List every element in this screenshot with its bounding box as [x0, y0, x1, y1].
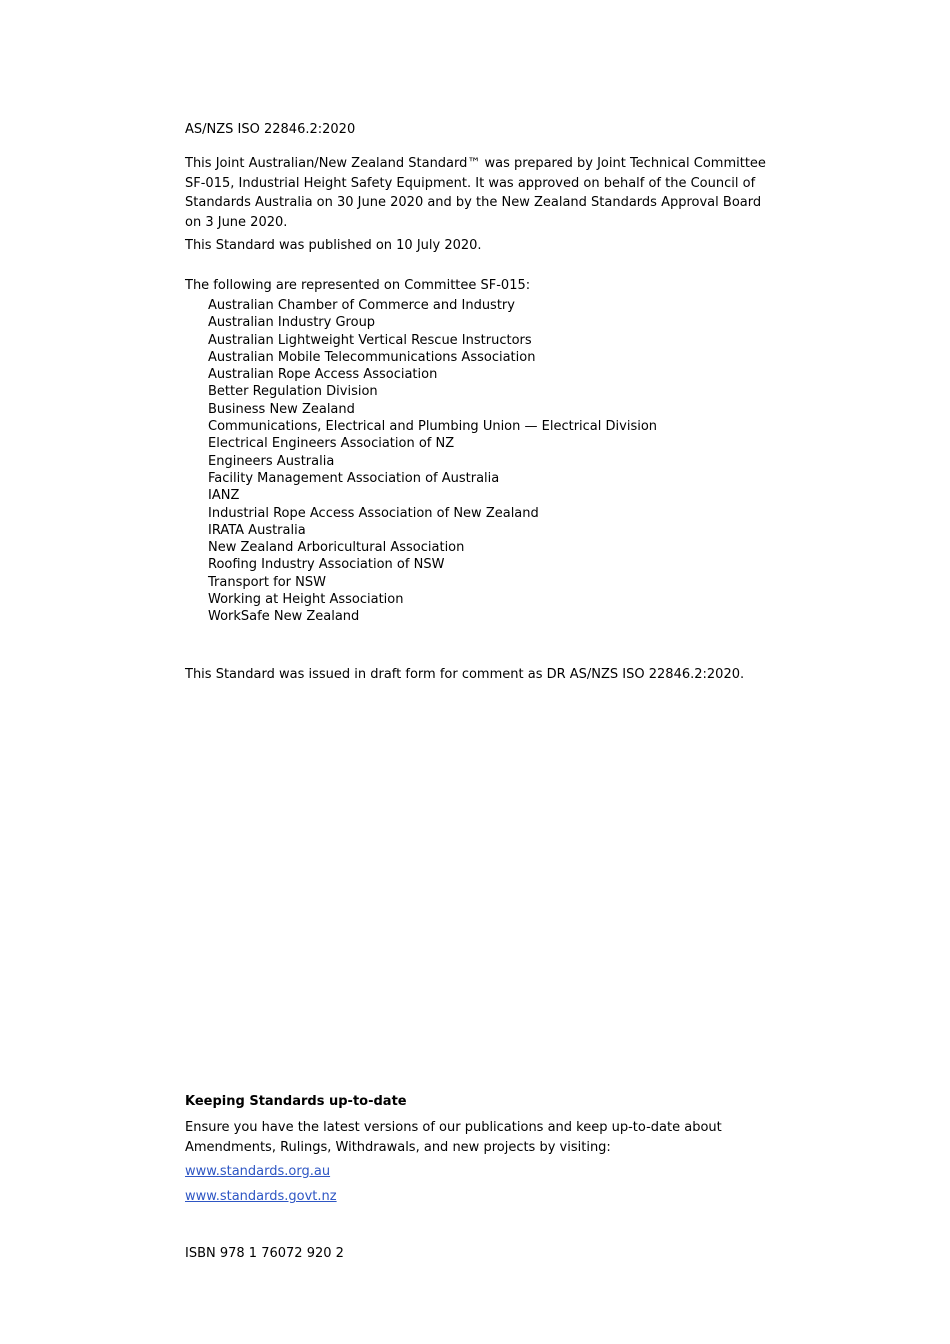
keeping-standards-heading: Keeping Standards up-to-date: [185, 1094, 407, 1109]
committee-member: New Zealand Arboricultural Association: [208, 540, 465, 556]
committee-intro: The following are represented on Committee SF-015:: [185, 278, 531, 293]
link-row: [185, 1188, 777, 1205]
committee-member: Business New Zealand: [208, 401, 355, 417]
committee-member: Working at Height Association: [208, 592, 404, 608]
committee-member-list: [185, 297, 777, 626]
committee-member: Communications, Electrical and Plumbing Union — Electrical Division: [208, 419, 658, 435]
standard-preparation-paragraph: This Joint Australian/New Zealand Standard™ was prepared by Joint Technical Committee SF-015, Industrial Height Safety Equipment. It was approved on behalf of the Council of Standards Australia on 30 June 2020 and by the New Zealand Standards Approval Board on 3 June 2020.: [185, 156, 766, 230]
link-row: [185, 1163, 777, 1180]
link-standards-govt-nz[interactable]: www.standards.govt.nz: [185, 1189, 337, 1204]
committee-member: Electrical Engineers Association of NZ: [208, 436, 455, 452]
committee-member: Australian Industry Group: [208, 315, 376, 331]
committee-member: Roofing Industry Association of NSW: [208, 557, 445, 573]
committee-member: IANZ: [208, 488, 240, 504]
committee-member: Australian Rope Access Association: [208, 367, 438, 383]
committee-member: Transport for NSW: [208, 574, 326, 590]
committee-member: Australian Lightweight Vertical Rescue Instructors: [208, 332, 532, 348]
link-standards-org-au[interactable]: www.standards.org.au: [185, 1164, 331, 1179]
isbn-line: ISBN 978 1 76072 920 2: [185, 1246, 344, 1261]
committee-member: Industrial Rope Access Association of New Zealand: [208, 505, 539, 521]
committee-member: WorkSafe New Zealand: [208, 609, 360, 625]
keeping-standards-paragraph: Ensure you have the latest versions of our publications and keep up-to-date about Amendments, Rulings, Withdrawals, and new projects by visiting:: [185, 1120, 722, 1155]
draft-comment-note: This Standard was issued in draft form for comment as DR AS/NZS ISO 22846.2:2020.: [185, 667, 745, 682]
committee-member: Australian Chamber of Commerce and Industry: [208, 298, 515, 313]
committee-member: Engineers Australia: [208, 453, 335, 469]
committee-member: Better Regulation Division: [208, 384, 378, 400]
publication-date-line: This Standard was published on 10 July 2020.: [185, 238, 482, 253]
standard-number: AS/NZS ISO 22846.2:2020: [185, 122, 356, 137]
committee-member: Australian Mobile Telecommunications Association: [208, 349, 536, 365]
committee-member: IRATA Australia: [208, 522, 306, 538]
committee-member: Facility Management Association of Australia: [208, 470, 500, 486]
